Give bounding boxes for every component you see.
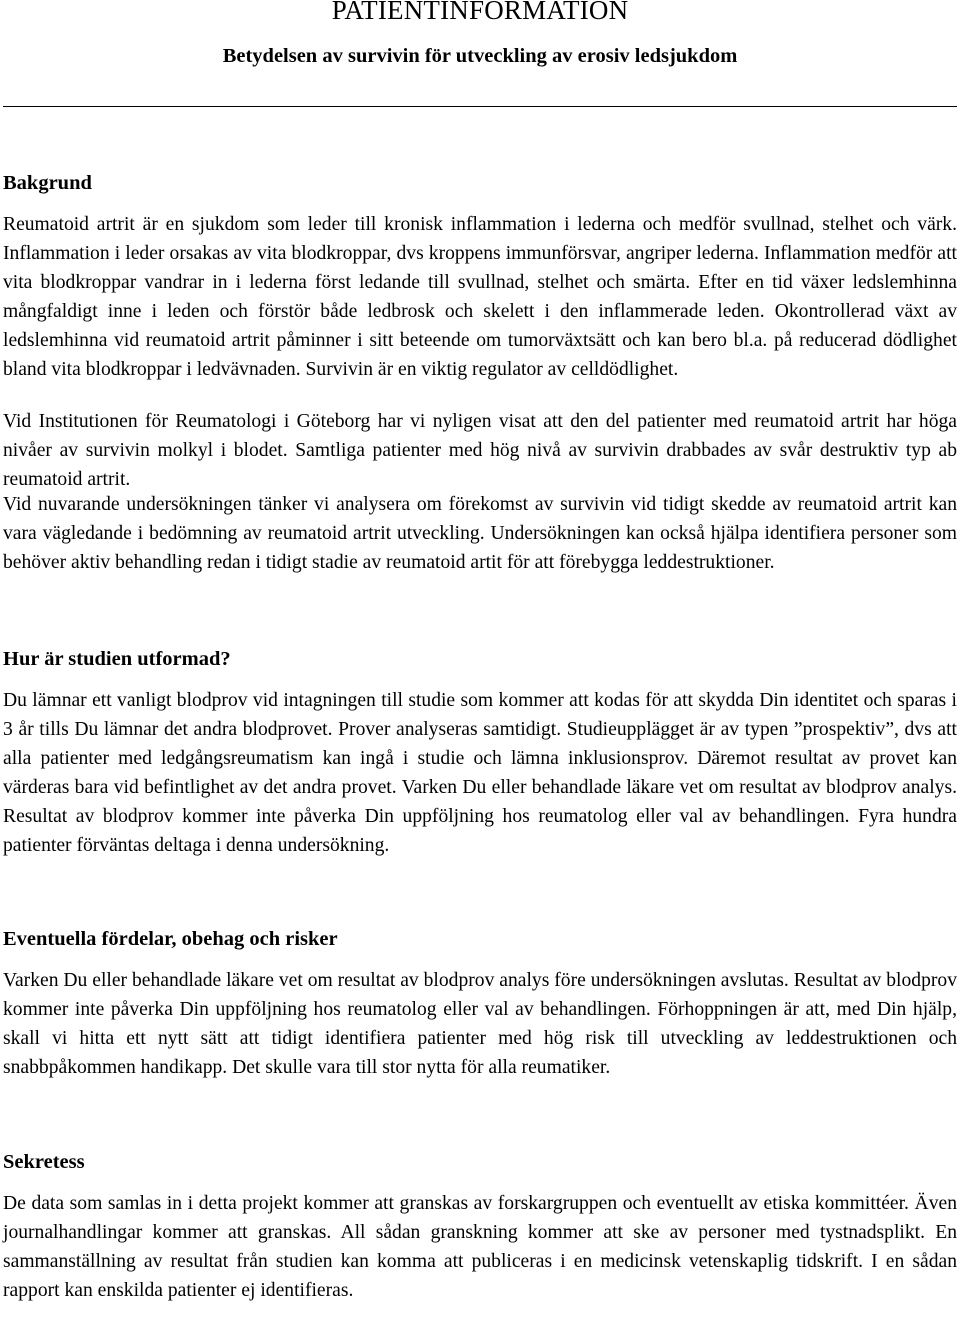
section-heading-sekretess: Sekretess: [3, 1151, 85, 1173]
paragraph-bakgrund-2: Vid Institutionen för Reumatologi i Göteborg har vi nyligen visat att den del patienter med reumatoid artrit har höga nivåer av survivin molkyl i blodet. Samtliga patienter med hög nivå av survivin drabbades av svår destruktiv typ ab reumatoid artrit.: [3, 411, 957, 490]
document-title: PATIENTINFORMATION: [331, 0, 629, 25]
paragraph-sekretess: De data som samlas in i detta projekt kommer att granskas av forskargruppen och eventuellt av etiska kommittéer. Även journalhandlingar kommer att granskas. All sådan granskning kommer att ske av personer med tystnadsplikt. En sammanställning av resultat från studien kan komma att publiceras i en medicinsk vetenskaplig tidskrift. I en sådan rapport kan enskilda patienter ej identifieras.: [3, 1193, 957, 1301]
section-heading-benefits-risks: Eventuella fördelar, obehag och risker: [3, 928, 338, 950]
paragraph-bakgrund-1: Reumatoid artrit är en sjukdom som leder till kronisk inflammation i lederna och medför svullnad, stelhet och värk. Inflammation i leder orsakas av vita blodkroppar, dvs kroppens immunförsvar, angriper lederna. Inflammation medför att vita blodkroppar vandrar in i lederna först ledande till svullnad, stelhet och smärta. Efter en tid växer ledslemhinna mångfaldigt inne i leden och förstör både ledbrosk och skelett i den inflammerade leden. Okontrollerad växt av ledslemhinna vid reumatoid artrit påminner i sitt beteende om tumorväxtsätt och kan bero bl.a. på reducerad dödlighet bland vita blodkroppar i ledvävnaden. Survivin är en viktig regulator av celldödlighet.: [3, 214, 957, 380]
paragraph-benefits-risks: Varken Du eller behandlade läkare vet om resultat av blodprov analys före undersökningen avslutas. Resultat av blodprov kommer inte påverka Din uppföljning hos reumatolog eller val av behandlingen. Förhoppningen är att, med Din hjälp, skall vi hitta ett nytt sätt att tidigt identifiera patienter med hög risk till utveckling av leddestruktionen och snabbpåkommen handikapp. Det skulle vara till stor nytta för alla reumatiker.: [3, 970, 957, 1078]
title-divider: [3, 106, 957, 107]
paragraph-study-design: Du lämnar ett vanligt blodprov vid intagningen till studie som kommer att kodas för att skydda Din identitet och sparas i 3 år tills Du lämnar det andra blodprovet. Prover analyseras samtidigt. Studieupplägget är av typen ”prospektiv”, dvs att alla patienter med ledgångsreumatism kan ingå i studie och lämna inklusionsprov. Däremot resultat av provet kan värderas bara vid befintlighet av det andra provet. Varken Du eller behandlade läkare vet om resultat av blodprov analys. Resultat av blodprov kommer inte påverka Din uppföljning hos reumatolog eller val av behandlingen. Fyra hundra patienter förväntas deltaga i denna undersökning.: [3, 690, 957, 856]
section-heading-bakgrund: Bakgrund: [3, 172, 92, 194]
document-subtitle: Betydelsen av survivin för utveckling av erosiv ledsjukdom: [222, 45, 738, 67]
paragraph-bakgrund-3: Vid nuvarande undersökningen tänker vi analysera om förekomst av survivin vid tidigt skedde av reumatoid artrit kan vara vägledande i bedömning av reumatoid artrit utveckling. Undersökningen kan också hjälpa identifiera personer som behöver aktiv behandling redan i tidigt stadie av reumatoid artit för att förebygga leddestruktioner.: [3, 494, 957, 573]
section-heading-study-design: Hur är studien utformad?: [3, 648, 231, 670]
